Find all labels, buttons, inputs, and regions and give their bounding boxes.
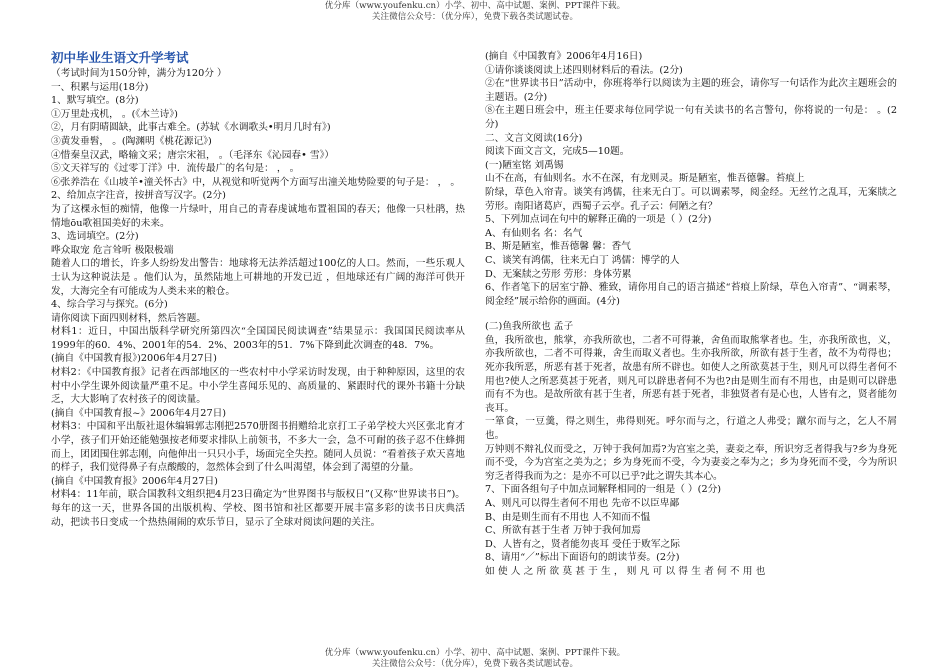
text-line: B、由是则生而有不用也 人不知而不愠: [485, 511, 651, 523]
text-line: (一)陋室铭 刘禹锡: [485, 159, 564, 171]
text-line: 6、作者笔下的居室宁静、雅致，请你用自己的语言描述“苔痕上阶绿，草色入帘青”、“调素琴，阅金经”展示给你的画面。(4分): [485, 282, 897, 307]
text-line: 1、默写填空。(8分): [51, 95, 139, 107]
text-line: 山不在高，有仙则名。水不在深，有龙则灵。斯是陋室，惟吾德馨。苔痕上: [485, 173, 805, 185]
text-line: (摘自《中国教育》2006年4月16日): [485, 51, 643, 62]
text-line: (摘自《中国教育报》2006年4月27日): [51, 475, 218, 487]
text-line: C、所欲有甚于生者 万钟于我何加焉: [485, 525, 641, 537]
footer-line-2: 关注微信公众号：（优分库），免费下载各类试题试卷。: [371, 659, 579, 669]
text-line: 材料1：近日，中国出版科学研究所第四次“全国国民阅读调查”结果显示：我国国民阅读率从1999年的60．4%、2001年的54．2%、2003年的51．7%下降到此次调查的48．7%。: [51, 326, 465, 351]
header-line-1: 优分库（www.youfenku.cn）小学、初中、高中试题、案例、PPT课件下载。: [324, 1, 626, 11]
text-line: ⑤文天祥写的《过零丁洋》中．流传最广的名句是： ， 。: [51, 163, 300, 175]
text-line: A、则凡可以得生者何不用也 先帝不以臣卑鄙: [485, 498, 680, 509]
text-line: C、谈笑有鸿儒，往来无白丁 鸿儒：博学的人: [485, 254, 680, 266]
text-line: 万钟则不辩礼仪而受之，万钟于我何加焉?为宫室之美，妻妾之奉，所识穷乏者得我与?乡为身死而不受，今为宫室之美为之；乡为身死而不受，今为妻妾之奉为之；乡为身死而不受，今为所识穷乏者得我而为之：是亦不可以已乎?此之谓失其本心。: [485, 443, 897, 482]
text-line: ①请你谈谈阅读上述四则材料后的看法。(2分): [485, 64, 683, 76]
text-line: ④惜秦皇汉武，略输文采；唐宗宋祖， 。（毛泽东《沁园春• 雪》）: [51, 149, 335, 161]
text-line: 鱼，我所欲也，熊掌，亦我所欲也，二者不可得兼，舍鱼而取熊掌者也。生，亦我所欲也，义，亦我所欲也，二者不可得兼，舍生而取义者也。生亦我所欲，所欲有甚于生者，故不为苟得也；死亦我所恶，所恶有甚于死者，故患有所不辟也。如使人之所欲莫甚于生，则凡可以得生者何不用也?使人之所恶莫甚于死者，则凡可以辟患者何不为也?由是则生而有不用也，由是则可以辟患而有不为也。是故所欲有甚于生者，所恶有甚于死者，非独贤者有是心也，人皆有之，贤者能勿丧耳。: [485, 334, 897, 414]
text-line: （考试时间为150分钟，满分为120分 ）: [51, 68, 227, 79]
text-line: 为了这棵永恒的痴情，他像一片绿叶，用自己的青春虔诚地布置祖国的春天；他像一只杜鹃，热情地ōu歌祖国美好的未来。: [51, 203, 465, 229]
text-line: ②在“世界读书日”活动中，你班将举行以阅读为主题的班会，请你写一句话作为此次主题班会的主题语。(2分): [485, 78, 897, 103]
text-line: ⑥张养浩在《山坡羊•潼关怀古》中，从视觉和听觉两个方面写出潼关地势险要的句子是： ， 。: [51, 176, 461, 188]
paragraph-gap: [485, 308, 897, 320]
text-line: 7、下面各组句子中加点词解释相同的一组是（ ）(2分): [485, 484, 722, 496]
header-line-2: 关注微信公众号：（优分库），免费下载各类试题试卷。: [371, 12, 579, 22]
text-line: 二、文言文阅读(16分): [485, 132, 583, 144]
text-line: 如使人之所欲莫甚于生，则凡可以得生者何不用也: [485, 565, 769, 577]
footer-line-1: 优分库（www.youfenku.cn）小学、初中、高中试题、案例、PPT课件下载。: [324, 648, 626, 658]
text-line: 阶绿，草色入帘青。谈笑有鸿儒，往来无白丁。可以调素琴，阅金经。无丝竹之乱耳，无案牍之劳形。南阳诸葛庐，西蜀子云亭。孔子云：何陋之有？: [485, 186, 897, 212]
text-line: 2、给加点字注音，按拼音写汉字。(2分): [51, 190, 226, 202]
text-line: 4、综合学习与探究。(6分): [51, 299, 168, 311]
text-line: 材料2：《中国教育报》记者在西部地区的一些农村中小学采访时发现，由于种种原因，这里的农村中小学生课外阅读量严重不足。中小学生喜闻乐见的、高质量的、紧跟时代的课外书籍十分缺乏，大大影响了农村孩子的阅读量。: [51, 367, 465, 406]
text-line: (摘自《中国教育报~》2006年4月27日): [51, 407, 227, 419]
text-line: 一、积累与运用(18分): [51, 81, 149, 93]
text-line: ②，月有阴晴圆缺，此事古难全。(苏轼《水调歌头•明月几时有》): [51, 122, 331, 134]
text-line: 随着人口的增长，许多人纷纷发出警告：地球将无法养活超过100亿的人口。然而，一些乐观人士认为这种说法是 。他们认为，虽然陆地上可耕地的开发已近 ，但地球还有广阔的海洋可供开发，大海完全有可能成为人类未来的粮仓。: [51, 258, 465, 297]
text-line: A、有仙则名 名：名气: [485, 227, 583, 239]
text-line: 3、选词填空。(2分): [51, 231, 139, 243]
text-line: ③黄发垂髫， 。(陶渊明《桃花源记》): [51, 135, 212, 147]
text-line: 阅读下面文言文，完成5—10题。: [485, 146, 630, 158]
right-column: [485, 50, 897, 579]
text-line: ①万里赴戎机， 。(《木兰诗》): [51, 108, 178, 120]
text-line: 8、请用“／”标出下面语句的朗读节奏。(2分): [485, 552, 680, 564]
text-line: D、人皆有之，贤者能勿丧耳 受任于败军之际: [485, 538, 680, 550]
left-column: [51, 50, 465, 529]
text-line: 5、下列加点词在句中的解释正确的一项是（ ）(2分): [485, 214, 712, 226]
exam-title: 初中毕业生语文升学考试: [51, 50, 189, 65]
text-line: (二)鱼我所欲也 孟子: [485, 321, 574, 333]
text-line: 请你阅读下面四则材料，然后答题。: [51, 312, 206, 324]
text-line: ⑧在主题日班会中，班主任要求每位同学说一句有关读书的名言警句，你将说的一句是： 。(2分): [485, 105, 897, 130]
text-line: D、无案牍之劳形 劳形：身体劳累: [485, 268, 632, 280]
page-footer: [0, 648, 950, 670]
text-line: 一箪食，一豆羹，得之则生，弗得则死。呼尔而与之，行道之人弗受；蹴尔而与之，乞人不屑也。: [485, 416, 897, 442]
text-line: 材料4：11年前，联合国教科文组织把4月23日确定为“世界图书与版权日”(又称“世界读书日”)。每年的这一天，世界各国的出版机构、学校、图书馆和社区都要开展丰富多彩的读书日庆典活动，把读书日变成一个热热闹闹的欢乐节日，显示了全球对阅读问题的关注。: [51, 489, 465, 528]
text-line: B、斯是陋室，惟吾德馨 馨：香气: [485, 241, 631, 253]
text-line: 哗众取宠 危言耸听 极限极端: [51, 244, 174, 256]
page-header: [0, 1, 950, 23]
text-line: 材料3：中国和平出版社退休编辑郭志刚把2570册图书捐赠给北京打工子弟学校大兴区张北育才小学，孩子们开始还能勉强按老师要求排队上前领书，不多大一会，急不可耐的孩子忍不住蜂拥而上，团团围住郭志刚，向他伸出一只只小手，场面完全失控。随同人员说：“看着孩子欢天喜地的样子，我们觉得鼻子有点酸酸的，忽然体会到了什么叫渴望，体会到了渴望的分量。: [51, 421, 465, 474]
text-line: (摘自《中国教育报》)2006年4月27日): [51, 353, 217, 365]
